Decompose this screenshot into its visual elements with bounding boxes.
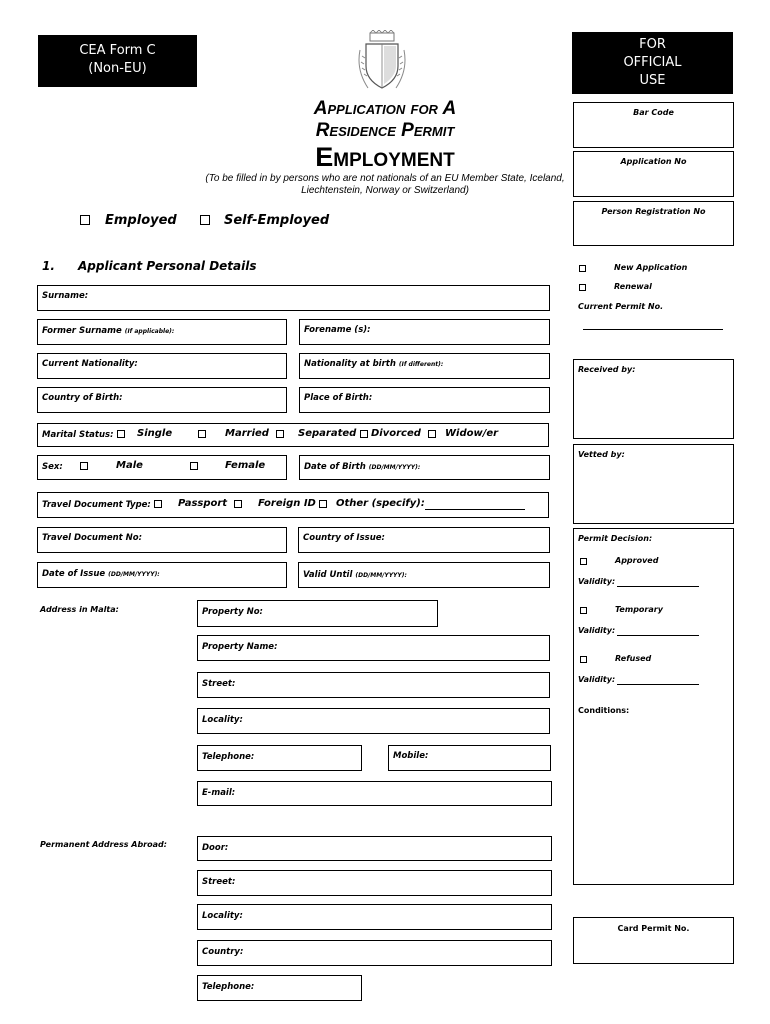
former-surname-field[interactable] bbox=[37, 319, 287, 345]
mobile-field[interactable] bbox=[388, 745, 551, 771]
bar-code-label: Bar Code bbox=[633, 108, 674, 117]
employed-label: Employed bbox=[105, 213, 177, 228]
address-malta-label: Address in Malta: bbox=[40, 605, 119, 614]
country-label: Country: bbox=[202, 947, 244, 957]
official-use-badge bbox=[572, 32, 733, 94]
date-of-issue-label: Date of Issue (DD/MM/YYYY): bbox=[42, 569, 160, 579]
door-label: Door: bbox=[202, 843, 229, 853]
refused-checkbox[interactable] bbox=[580, 656, 587, 663]
other-label: Other (specify): bbox=[336, 498, 425, 509]
passport-checkbox[interactable] bbox=[154, 500, 162, 508]
current-permit-line[interactable] bbox=[583, 329, 723, 330]
date-of-birth-label: Date of Birth (DD/MM/YYYY): bbox=[304, 462, 421, 472]
forename-label: Forename (s): bbox=[304, 325, 371, 335]
date-of-birth-field[interactable] bbox=[299, 455, 550, 480]
widow-checkbox[interactable] bbox=[428, 430, 436, 438]
approved-checkbox[interactable] bbox=[580, 558, 587, 565]
married-checkbox[interactable] bbox=[198, 430, 206, 438]
title-line2: Residence Permit bbox=[315, 120, 455, 141]
vetted-by-box bbox=[573, 444, 734, 524]
travel-document-no-field[interactable] bbox=[37, 527, 287, 553]
abroad-telephone-field[interactable] bbox=[197, 975, 362, 1001]
refused-validity-label: Validity: bbox=[578, 675, 616, 684]
card-permit-label: Card Permit No. bbox=[617, 924, 690, 933]
card-permit-box bbox=[573, 917, 734, 964]
property-name-field[interactable] bbox=[197, 635, 550, 661]
permit-decision-label: Permit Decision: bbox=[578, 534, 653, 543]
application-no-box bbox=[573, 151, 734, 197]
valid-until-label: Valid Until (DD/MM/YYYY): bbox=[303, 570, 407, 580]
received-by-label: Received by: bbox=[578, 365, 636, 374]
telephone-field[interactable] bbox=[197, 745, 362, 771]
subtitle-line1: (To be filled in by persons who are not nationals of an EU Member State, Iceland, bbox=[205, 173, 565, 184]
country-of-birth-label: Country of Birth: bbox=[42, 393, 123, 403]
divorced-label: Divorced bbox=[371, 428, 421, 439]
other-checkbox[interactable] bbox=[319, 500, 327, 508]
street-field[interactable] bbox=[197, 672, 550, 698]
separated-label: Separated bbox=[298, 428, 357, 439]
approved-label: Approved bbox=[615, 556, 659, 565]
abroad-telephone-label: Telephone: bbox=[202, 982, 255, 992]
received-by-box bbox=[573, 359, 734, 439]
sex-row bbox=[37, 455, 287, 480]
surname-label: Surname: bbox=[42, 291, 89, 301]
street-label: Street: bbox=[202, 679, 236, 689]
person-reg-no-label: Person Registration No bbox=[601, 207, 706, 216]
abroad-locality-field[interactable] bbox=[197, 904, 552, 930]
current-permit-label: Current Permit No. bbox=[578, 302, 664, 311]
official-line2: OFFICIAL bbox=[623, 55, 682, 70]
temporary-checkbox[interactable] bbox=[580, 607, 587, 614]
application-no-label: Application No bbox=[620, 157, 687, 166]
section-number: 1. bbox=[42, 259, 55, 273]
renewal-label: Renewal bbox=[614, 282, 652, 291]
title-line1: Application for A bbox=[313, 98, 457, 119]
person-reg-no-box bbox=[573, 201, 734, 246]
abroad-street-field[interactable] bbox=[197, 870, 552, 896]
single-checkbox[interactable] bbox=[117, 430, 125, 438]
current-nationality-field[interactable] bbox=[37, 353, 287, 379]
current-nationality-label: Current Nationality: bbox=[42, 359, 138, 369]
official-line3: USE bbox=[639, 73, 666, 88]
renewal-checkbox[interactable] bbox=[579, 284, 586, 291]
travel-document-type-row bbox=[37, 492, 549, 518]
sex-label: Sex: bbox=[42, 462, 63, 472]
male-label: Male bbox=[116, 460, 143, 471]
email-label: E-mail: bbox=[202, 788, 236, 798]
divorced-checkbox[interactable] bbox=[360, 430, 368, 438]
place-of-birth-label: Place of Birth: bbox=[304, 393, 373, 403]
travel-document-type-label: Travel Document Type: bbox=[42, 500, 151, 510]
male-checkbox[interactable] bbox=[80, 462, 88, 470]
refused-validity-line[interactable] bbox=[617, 684, 699, 685]
conditions-label: Conditions: bbox=[578, 706, 630, 715]
telephone-label: Telephone: bbox=[202, 752, 255, 762]
self-employed-label: Self-Employed bbox=[224, 213, 330, 228]
female-label: Female bbox=[225, 460, 266, 471]
maltese-coat-of-arms-emblem bbox=[356, 30, 408, 94]
valid-until-field[interactable] bbox=[298, 562, 550, 588]
former-surname-label: Former Surname (If applicable): bbox=[42, 326, 175, 336]
mobile-label: Mobile: bbox=[393, 751, 429, 761]
locality-label: Locality: bbox=[202, 715, 243, 725]
approved-validity-line[interactable] bbox=[617, 586, 699, 587]
property-no-field[interactable] bbox=[197, 600, 438, 627]
temporary-label: Temporary bbox=[615, 605, 663, 614]
title-line3: Employment bbox=[315, 142, 455, 172]
other-specify-line[interactable] bbox=[425, 509, 525, 510]
bar-code-box bbox=[573, 102, 734, 148]
place-of-birth-field[interactable] bbox=[299, 387, 550, 413]
refused-label: Refused bbox=[615, 654, 652, 663]
marital-status-label: Marital Status: bbox=[42, 430, 114, 440]
email-field[interactable] bbox=[197, 781, 552, 806]
single-label: Single bbox=[137, 428, 173, 439]
marital-status-row bbox=[37, 423, 549, 447]
form-id-line1: CEA Form C bbox=[79, 43, 156, 58]
country-field[interactable] bbox=[197, 940, 552, 966]
passport-label: Passport bbox=[178, 498, 228, 509]
permanent-address-label: Permanent Address Abroad: bbox=[40, 840, 167, 849]
form-subtitle bbox=[190, 173, 580, 197]
employed-checkbox[interactable] bbox=[80, 215, 90, 225]
form-id-badge bbox=[38, 35, 197, 87]
country-of-issue-field[interactable] bbox=[298, 527, 550, 553]
new-application-checkbox[interactable] bbox=[579, 265, 586, 272]
date-of-issue-field[interactable] bbox=[37, 562, 287, 588]
foreign-id-label: Foreign ID bbox=[258, 498, 316, 509]
official-line1: FOR bbox=[639, 37, 666, 52]
country-of-birth-field[interactable] bbox=[37, 387, 287, 413]
permit-decision-box bbox=[573, 528, 734, 885]
married-label: Married bbox=[225, 428, 269, 439]
new-application-label: New Application bbox=[614, 263, 688, 272]
abroad-locality-label: Locality: bbox=[202, 911, 243, 921]
female-checkbox[interactable] bbox=[190, 462, 198, 470]
form-id-line2: (Non-EU) bbox=[88, 61, 147, 76]
country-of-issue-label: Country of Issue: bbox=[303, 533, 385, 543]
travel-document-no-label: Travel Document No: bbox=[42, 533, 143, 543]
property-no-label: Property No: bbox=[202, 607, 263, 617]
property-name-label: Property Name: bbox=[202, 642, 278, 652]
door-field[interactable] bbox=[197, 836, 552, 861]
locality-field[interactable] bbox=[197, 708, 550, 734]
abroad-street-label: Street: bbox=[202, 877, 236, 887]
widow-label: Widow/er bbox=[445, 428, 499, 439]
approved-validity-label: Validity: bbox=[578, 577, 616, 586]
section-title: Applicant Personal Details bbox=[78, 259, 257, 273]
vetted-by-label: Vetted by: bbox=[578, 450, 625, 459]
separated-checkbox[interactable] bbox=[276, 430, 284, 438]
forename-field[interactable] bbox=[299, 319, 550, 345]
foreign-id-checkbox[interactable] bbox=[234, 500, 242, 508]
surname-field[interactable] bbox=[37, 285, 550, 311]
temporary-validity-line[interactable] bbox=[617, 635, 699, 636]
self-employed-checkbox[interactable] bbox=[200, 215, 210, 225]
nationality-birth-field[interactable] bbox=[299, 353, 550, 379]
temporary-validity-label: Validity: bbox=[578, 626, 616, 635]
nationality-birth-label: Nationality at birth (If different): bbox=[304, 359, 444, 369]
subtitle-line2: Liechtenstein, Norway or Switzerland) bbox=[301, 185, 469, 196]
